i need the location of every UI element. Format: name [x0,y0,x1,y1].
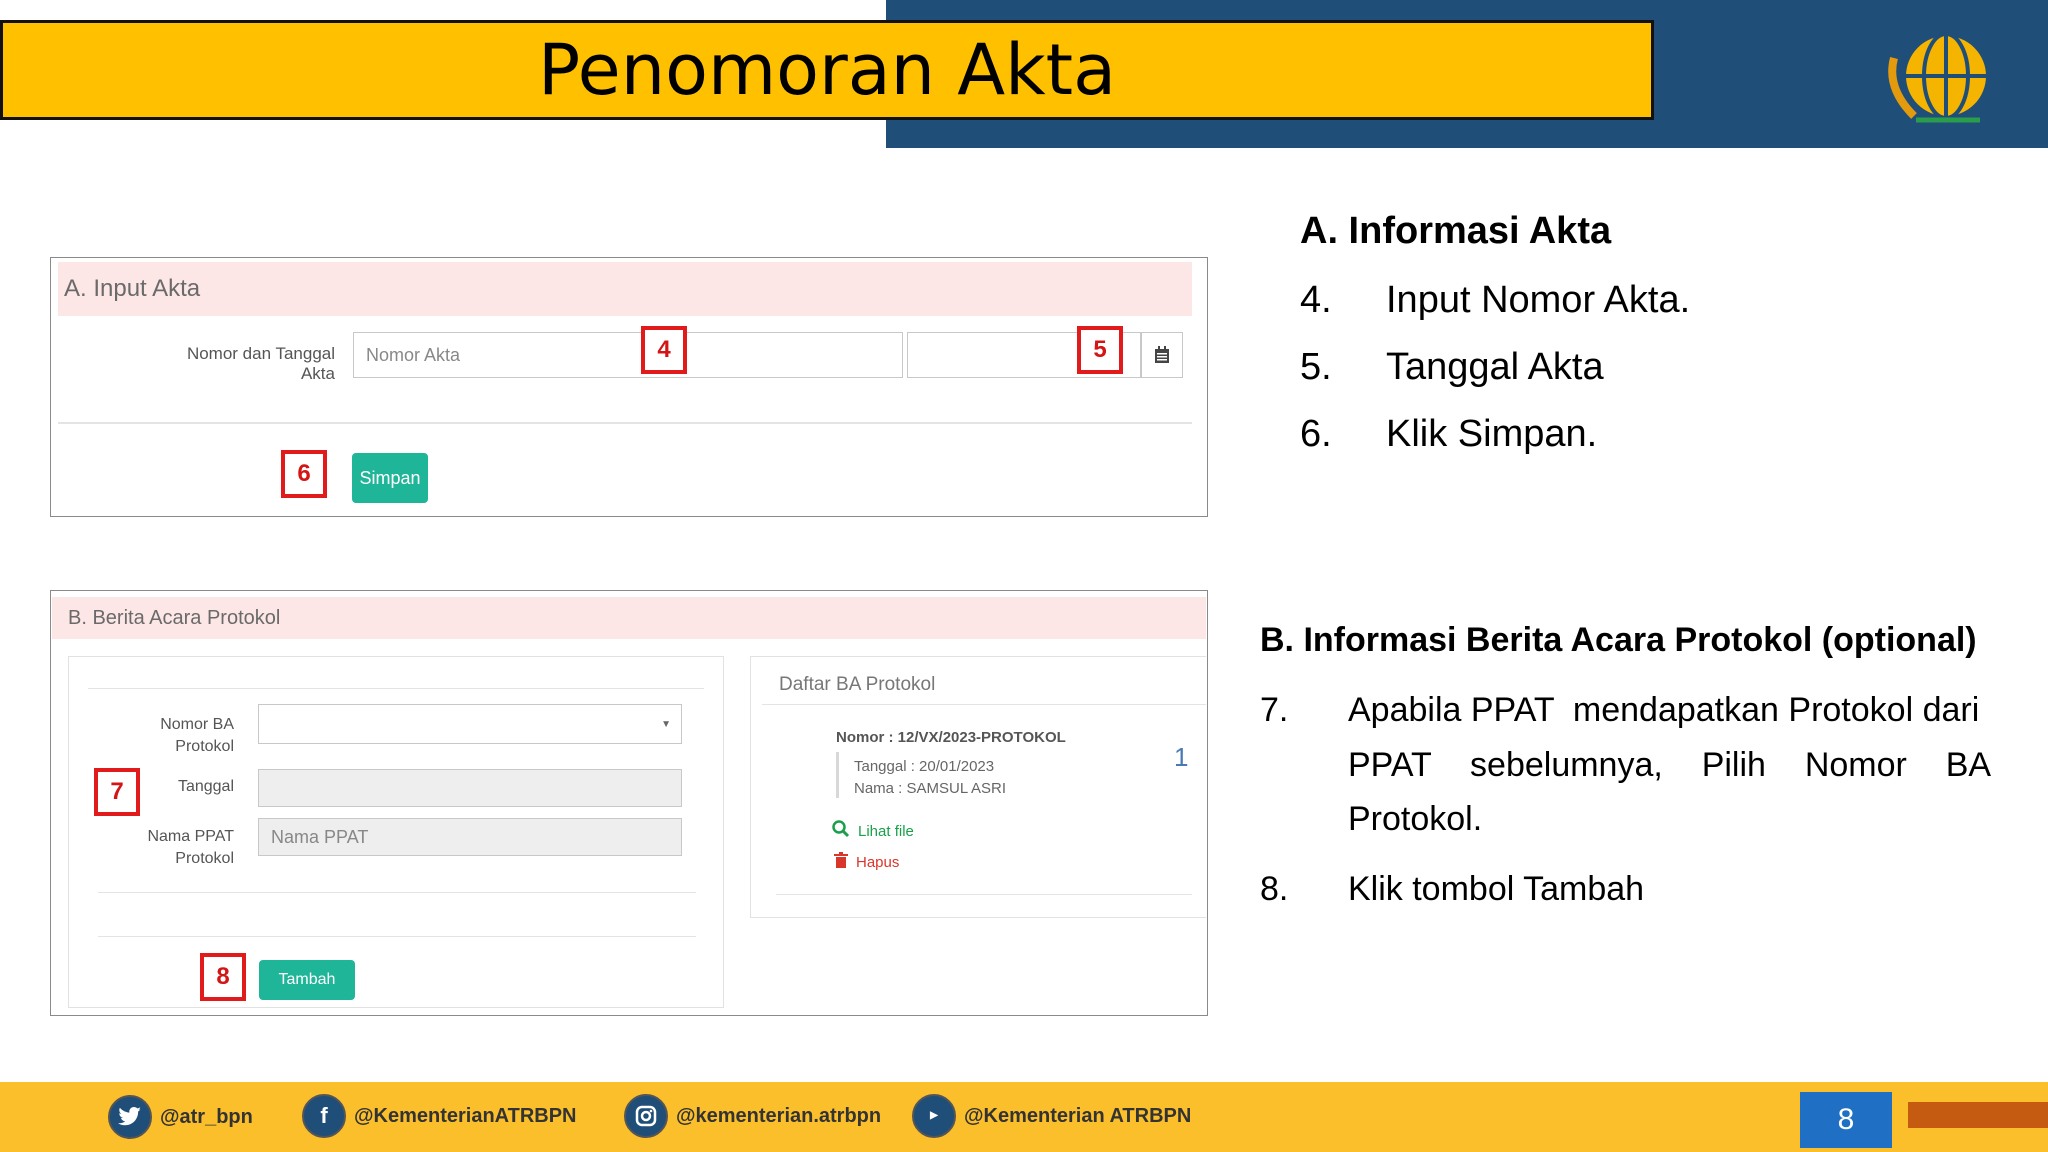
tambah-button[interactable]: Tambah [259,960,355,1000]
marker-8: 8 [200,953,246,1001]
instagram-handle-label: @kementerian.atrbpn [676,1104,882,1127]
info-b-step-8: Klik tombol Tambah [1348,870,1645,908]
input-akta-header: A. Input Akta [58,262,1192,316]
facebook-handle[interactable] [302,1094,577,1138]
atr-bpn-logo-icon [1884,28,2002,128]
berita-acara-header: B. Berita Acara Protokol [52,597,1206,639]
trash-icon [834,852,848,872]
calendar-button[interactable] [1141,332,1183,378]
lihat-file-label: Lihat file [858,822,914,840]
info-b-step-7-line2: PPAT sebelumnya, Pilih Nomor BA [1348,746,1992,784]
nomor-ba-select[interactable] [258,704,682,744]
info-a-step-4: Input Nomor Akta. [1386,279,1691,321]
twitter-handle-label: @atr_bpn [160,1105,253,1128]
youtube-handle-label: @Kementerian ATRBPN [964,1104,1192,1127]
info-a-step-6: Klik Simpan. [1386,413,1598,455]
ba-item-rule [836,752,839,798]
divider [762,704,1206,705]
instagram-icon [624,1094,668,1138]
info-b-step-7-line3: Protokol. [1348,800,1483,838]
info-b-num-7: 7. [1260,691,1289,729]
info-a-step-5: Tanggal Akta [1386,346,1604,388]
ba-item-tanggal: Tanggal : 20/01/2023 [854,758,995,775]
facebook-icon: f [302,1094,346,1138]
lihat-file-link[interactable] [832,820,914,842]
chevron-down-icon: ▼ [661,718,671,730]
youtube-icon: ▶ [912,1094,956,1138]
slide-title: Penomoran Akta [537,29,1117,111]
footer-accent-bar [1908,1102,2048,1128]
ba-item-nama: Nama : SAMSUL ASRI [854,780,1006,797]
info-b-heading: B. Informasi Berita Acara Protokol (optional) [1260,621,1977,659]
nama-ppat-field: Nama PPAT [258,818,682,856]
twitter-handle[interactable] [108,1095,253,1139]
divider [776,894,1192,895]
calendar-icon [1154,346,1170,364]
info-b-num-8: 8. [1260,870,1289,908]
marker-4: 4 [641,326,687,374]
twitter-icon [108,1095,152,1139]
nama-ppat-label: Nama PPAT Protokol [147,828,234,867]
nomor-akta-input[interactable]: Nomor Akta [353,332,903,378]
ba-item-index: 1 [1174,742,1189,772]
marker-5: 5 [1077,326,1123,374]
ba-item-nomor: Nomor : 12/VX/2023-PROTOKOL [836,729,1066,746]
divider [88,688,704,689]
nomor-tanggal-label: Nomor dan Tanggal Akta [186,344,335,383]
nomor-ba-label: Nomor BA Protokol [160,716,234,755]
hapus-link[interactable] [834,852,899,872]
tanggal-ba-field [258,769,682,807]
info-a-num-5: 5. [1300,346,1332,388]
instagram-handle[interactable] [624,1094,881,1138]
info-a-num-4: 4. [1300,279,1332,321]
hapus-label: Hapus [856,853,900,871]
facebook-handle-label: @KementerianATRBPN [354,1104,577,1127]
divider [98,892,696,893]
marker-7: 7 [94,768,140,816]
marker-6: 6 [281,450,327,498]
tanggal-label: Tanggal [177,778,234,795]
youtube-handle[interactable] [912,1094,1191,1138]
info-a-num-6: 6. [1300,413,1332,455]
divider [58,422,1192,424]
simpan-button[interactable]: Simpan [352,453,428,503]
page-number: 8 [1800,1092,1892,1148]
daftar-ba-title: Daftar BA Protokol [779,674,936,695]
search-icon [832,820,850,842]
info-a-heading: A. Informasi Akta [1300,210,1612,252]
divider [98,936,696,937]
info-b-step-7-line1: Apabila PPAT mendapatkan Protokol dari [1348,691,1980,729]
